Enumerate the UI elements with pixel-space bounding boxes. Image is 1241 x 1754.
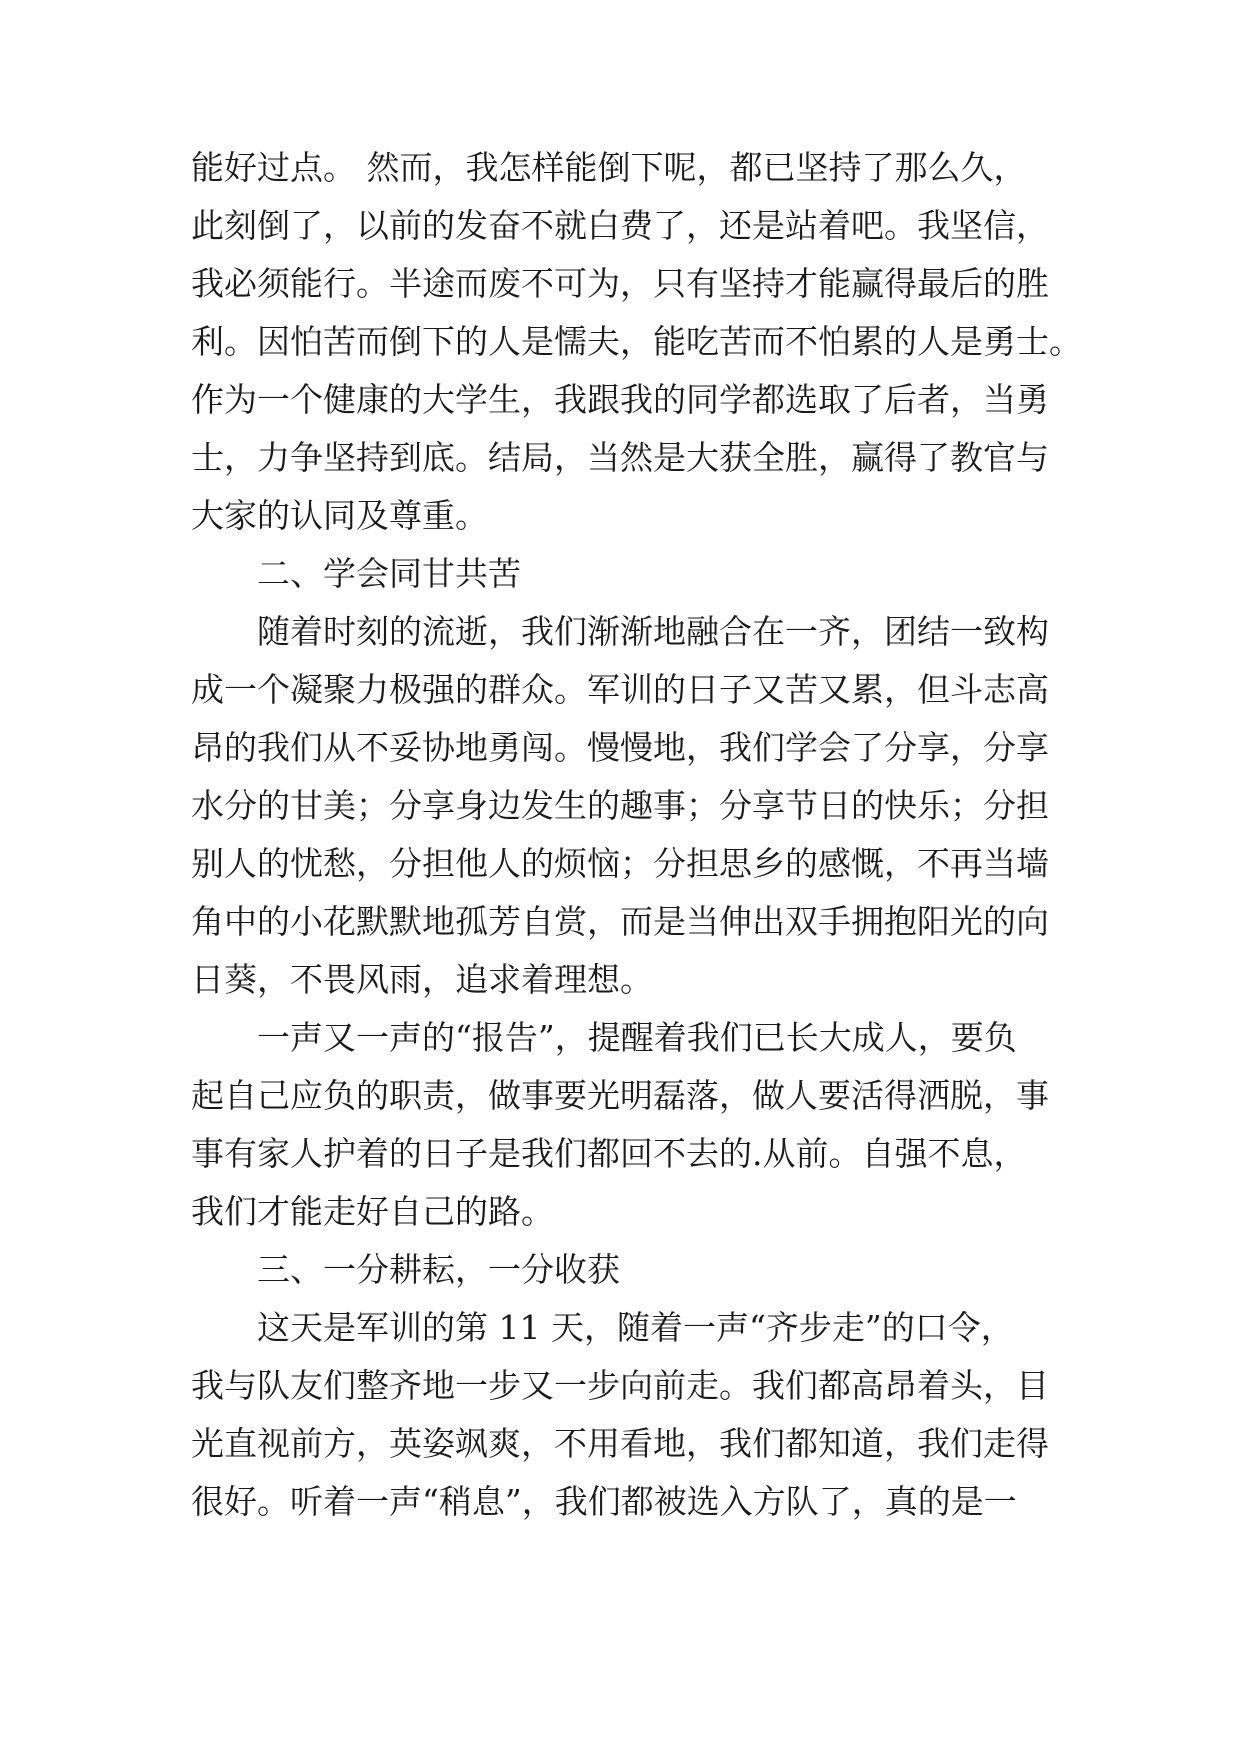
text-line-3: 我必须能行。半途而废不可为，只有坚持才能赢得最后的胜 — [191, 264, 1049, 303]
text-line-1: 能好过点。 然而，我怎样能倒下呢，都已坚持了那么久， — [191, 148, 1027, 187]
text-line-2: 此刻倒了，以前的发奋不就白费了，还是站着吧。我坚信， — [191, 206, 1049, 245]
text-line-23: 光直视前方，英姿飒爽，不用看地，我们都知道，我们走得 — [191, 1424, 1049, 1463]
text-line-17: 起自己应负的职责，做事要光明磊落，做人要活得洒脱，事 — [191, 1076, 1049, 1115]
text-line-22: 我与队友们整齐地一步又一步向前走。我们都高昂着头，目 — [191, 1366, 1049, 1405]
text-line-16: 一声又一声的“报告”，提醒着我们已长大成人，要负 — [257, 1018, 1017, 1057]
text-line-5: 作为一个健康的大学生，我跟我的同学都选取了后者，当勇 — [191, 380, 1049, 419]
section-heading-2: 二、学会同甘共苦 — [257, 554, 521, 593]
text-line-11: 昂的我们从不妥协地勇闯。慢慢地，我们学会了分享，分享 — [191, 728, 1049, 767]
text-line-12: 水分的甘美；分享身边发生的趣事；分享节日的快乐；分担 — [191, 786, 1049, 825]
text-line-24: 很好。听着一声“稍息”，我们都被选入方队了，真的是一 — [191, 1482, 1017, 1521]
text-line-6: 士，力争坚持到底。结局，当然是大获全胜，赢得了教官与 — [191, 438, 1049, 477]
text-line-7: 大家的认同及尊重。 — [191, 496, 488, 535]
text-line-10: 成一个凝聚力极强的群众。军训的日子又苦又累，但斗志高 — [191, 670, 1049, 709]
text-line-15: 日葵，不畏风雨，追求着理想。 — [191, 960, 653, 999]
section-heading-3: 三、一分耕耘，一分收获 — [257, 1250, 620, 1289]
text-line-21: 这天是军训的第 11 天，随着一声“齐步走”的口令， — [257, 1308, 1014, 1347]
text-line-13: 别人的忧愁，分担他人的烦恼；分担思乡的感慨，不再当墙 — [191, 844, 1049, 883]
text-line-14: 角中的小花默默地孤芳自赏，而是当伸出双手拥抱阳光的向 — [191, 902, 1049, 941]
text-line-18: 事有家人护着的日子是我们都回不去的.从前。自强不息， — [191, 1134, 1027, 1173]
text-line-4: 利。因怕苦而倒下的人是懦夫，能吃苦而不怕累的人是勇士。 — [191, 322, 1082, 361]
text-line-9: 随着时刻的流逝，我们渐渐地融合在一齐，团结一致构 — [257, 612, 1049, 651]
text-line-19: 我们才能走好自己的路。 — [191, 1192, 554, 1231]
